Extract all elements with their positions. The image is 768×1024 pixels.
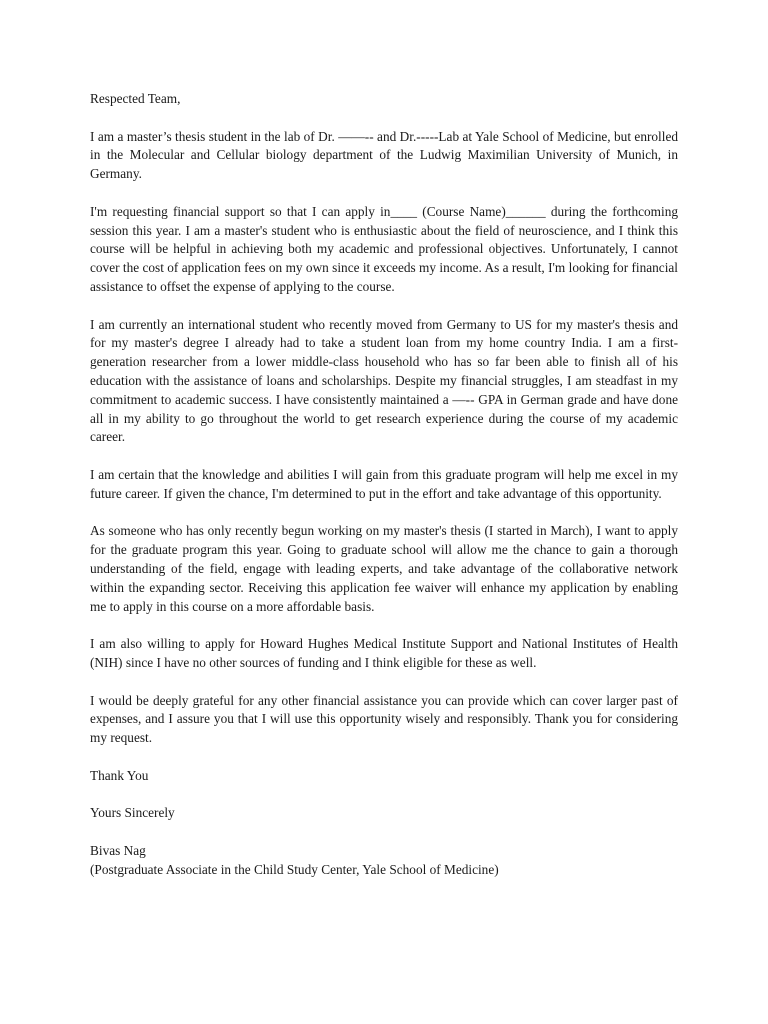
paragraph-background: I am currently an international student who recently moved from Germany to US for my master's thesis and for my master's degree I already had to take a student loan from my home country India. I am a first-generation researcher from a lower middle-class household who has so far been able to finish all of his education with the assistance of loans and scholarships. Despite my financial struggles, I am steadfast in my commitment to academic success. I have consistently maintained a —-- GPA in German grade and have done all in my ability to go throughout the world to get research experience during the course of my academic career. <box>90 316 678 445</box>
salutation: Respected Team, <box>90 91 181 106</box>
paragraph-financial-request: I'm requesting financial support so that I can apply in____ (Course Name)______ during the forthcoming session this year. I am a master's student who is enthusiastic about the field of neuroscience, and I think this course will be helpful in achieving both my academic and professional objectives. Unfortunately, I cannot cover the cost of application fees on my own since it exceeds my income. As a result, I'm looking for financial assistance to offset the expense of applying to the course. <box>90 203 678 294</box>
paragraph-gratitude: I would be deeply grateful for any other financial assistance you can provide which can cover larger past of expenses, and I assure you that I will use this opportunity wisely and responsibly. Thank you for considering my request. <box>90 692 678 746</box>
closing-line: Yours Sincerely <box>90 805 175 821</box>
signature-block <box>90 842 678 880</box>
paragraph-career-goals: I am certain that the knowledge and abilities I will gain from this graduate program will help me excel in my future career. If given the chance, I'm determined to put in the effort and take advantage of this opportunity. <box>90 466 678 501</box>
signature-name: Bivas Nag <box>90 842 146 858</box>
thanks-line: Thank You <box>90 767 149 783</box>
paragraph-thesis-intro: I am a master’s thesis student in the lab of Dr. ——-- and Dr.-----Lab at Yale School of Medicine, but enrolled in the Molecular and Cellular biology department of the Ludwig Maximilian University of Munich, in Germany. <box>90 128 678 182</box>
paragraph-graduate-program: As someone who has only recently begun working on my master's thesis (I started in March), I want to apply for the graduate program this year. Going to graduate school will allow me the chance to gain a thorough understanding of the field, engage with leading experts, and take advantage of the collaborative network within the expanding sector. Receiving this application fee waiver will enhance my application by enabling me to apply in this course on a more affordable basis. <box>90 523 678 614</box>
signature-title: (Postgraduate Associate in the Child Study Center, Yale School of Medicine) <box>90 861 499 877</box>
letter-body <box>90 90 678 898</box>
paragraph-other-funding: I am also willing to apply for Howard Hughes Medical Institute Support and National Institutes of Health (NIH) since I have no other sources of funding and I think eligible for these as well. <box>90 636 678 670</box>
